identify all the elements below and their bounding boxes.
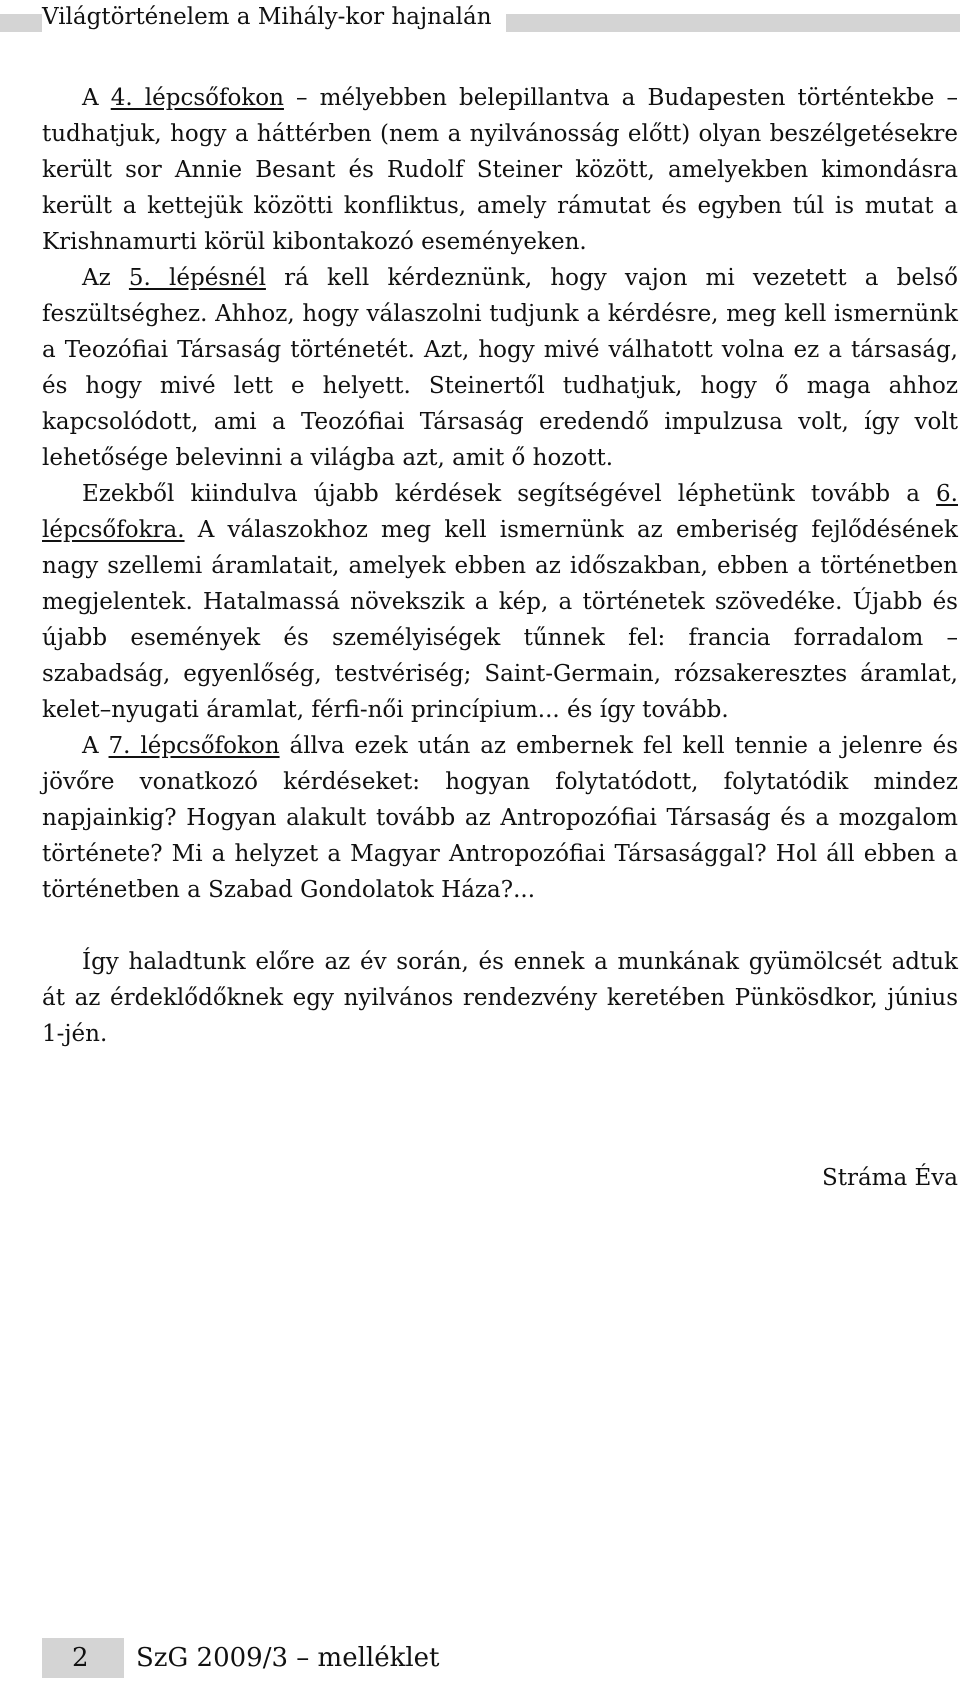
paragraph-step-7 — [42, 728, 958, 908]
author-signature: Stráma Éva — [821, 1165, 958, 1191]
paragraph-text: rá kell kérdeznünk, hogy vajon mi vezetett a belső feszültséghez. Ahhoz, hogy válaszolni tudjunk a kérdésre, meg kell ismernünk a Teozófiai Társaság történetét. Azt, hogy mivé válhatott volna ez a társaság, és hogy mivé lett e helyett. Steinertől tudhatjuk, hogy ő maga ahhoz kapcsolódott, ami a Teozófiai Társaság eredendő impulzusa volt, így volt lehetősége belevinni a világba azt, amit ő hozott. — [42, 265, 959, 471]
paragraph-text: A — [82, 733, 109, 759]
step-6-link[interactable]: 6. lépcsőfokra. — [42, 481, 958, 543]
page-number: 2 — [72, 1643, 89, 1673]
paragraph-step-6 — [42, 476, 958, 728]
step-7-link[interactable]: 7. lépcsőfokon — [108, 733, 280, 759]
paragraph-text: A — [82, 85, 111, 111]
paragraph-text: Az — [82, 265, 129, 291]
paragraph-conclusion: Így haladtunk előre az év során, és ennek a munkának gyümölcsét adtuk át az érdeklődőknek egy nyilvános rendezvény keretében Pünkösdkor, június 1-jén. — [42, 949, 958, 1047]
page-footer — [42, 1638, 942, 1678]
paragraph-text: állva ezek után az embernek fel kell tennie a jelenre és jövőre vonatkozó kérdéseket: hogyan folytatódott, folytatódik mindez napjainkig? Hogyan alakult tovább az Antropozófiai Társaság és a mozgalom története? Mi a helyzet a Magyar Antropozófiai Társasággal? Hol áll ebben a történetben a Szabad Gondolatok Háza?... — [42, 733, 959, 903]
paragraph-step-5 — [42, 260, 958, 476]
running-title: Világtörténelem a Mihály-kor hajnalán — [42, 0, 506, 34]
paragraph-text: – mélyebben belepillantva a Budapesten történtekbe – tudhatjuk, hogy a háttérben (nem a nyilvánosság előtt) olyan beszélgetésekre került sor Annie Besant és Rudolf Steiner között, amelyekben kimondásra került a kettejük közötti konfliktus, amely rámutat és egyben túl is mutat a Krishnamurti körül kibontakozó eseményeken. — [42, 85, 959, 255]
article-body — [42, 80, 958, 1052]
page-number-box — [42, 1638, 124, 1678]
paragraph-step-4 — [42, 80, 958, 260]
paragraph-text: A válaszokhoz meg kell ismernünk az emberiség fejlődésének nagy szellemi áramlatait, amelyek ebben az időszakban, ebben a történetben megjelentek. Hatalmassá növekszik a kép, a történetek szövedéke. Újabb és újabb események és személyiségek tűnnek fel: francia forradalom – szabadság, egyenlőség, testvériség; Saint-Germain, rózsakeresztes áramlat, kelet–nyugati áramlat, férfi-női princípium... és így tovább. — [42, 517, 958, 723]
paragraph-text: Ezekből kiindulva újabb kérdések segítségével léphetünk tovább a — [82, 481, 937, 507]
running-header — [0, 0, 960, 36]
publication-info: SzG 2009/3 – melléklet — [136, 1643, 440, 1673]
step-5-link[interactable]: 5. lépésnél — [128, 265, 266, 291]
step-4-link[interactable]: 4. lépcsőfokon — [110, 85, 284, 111]
